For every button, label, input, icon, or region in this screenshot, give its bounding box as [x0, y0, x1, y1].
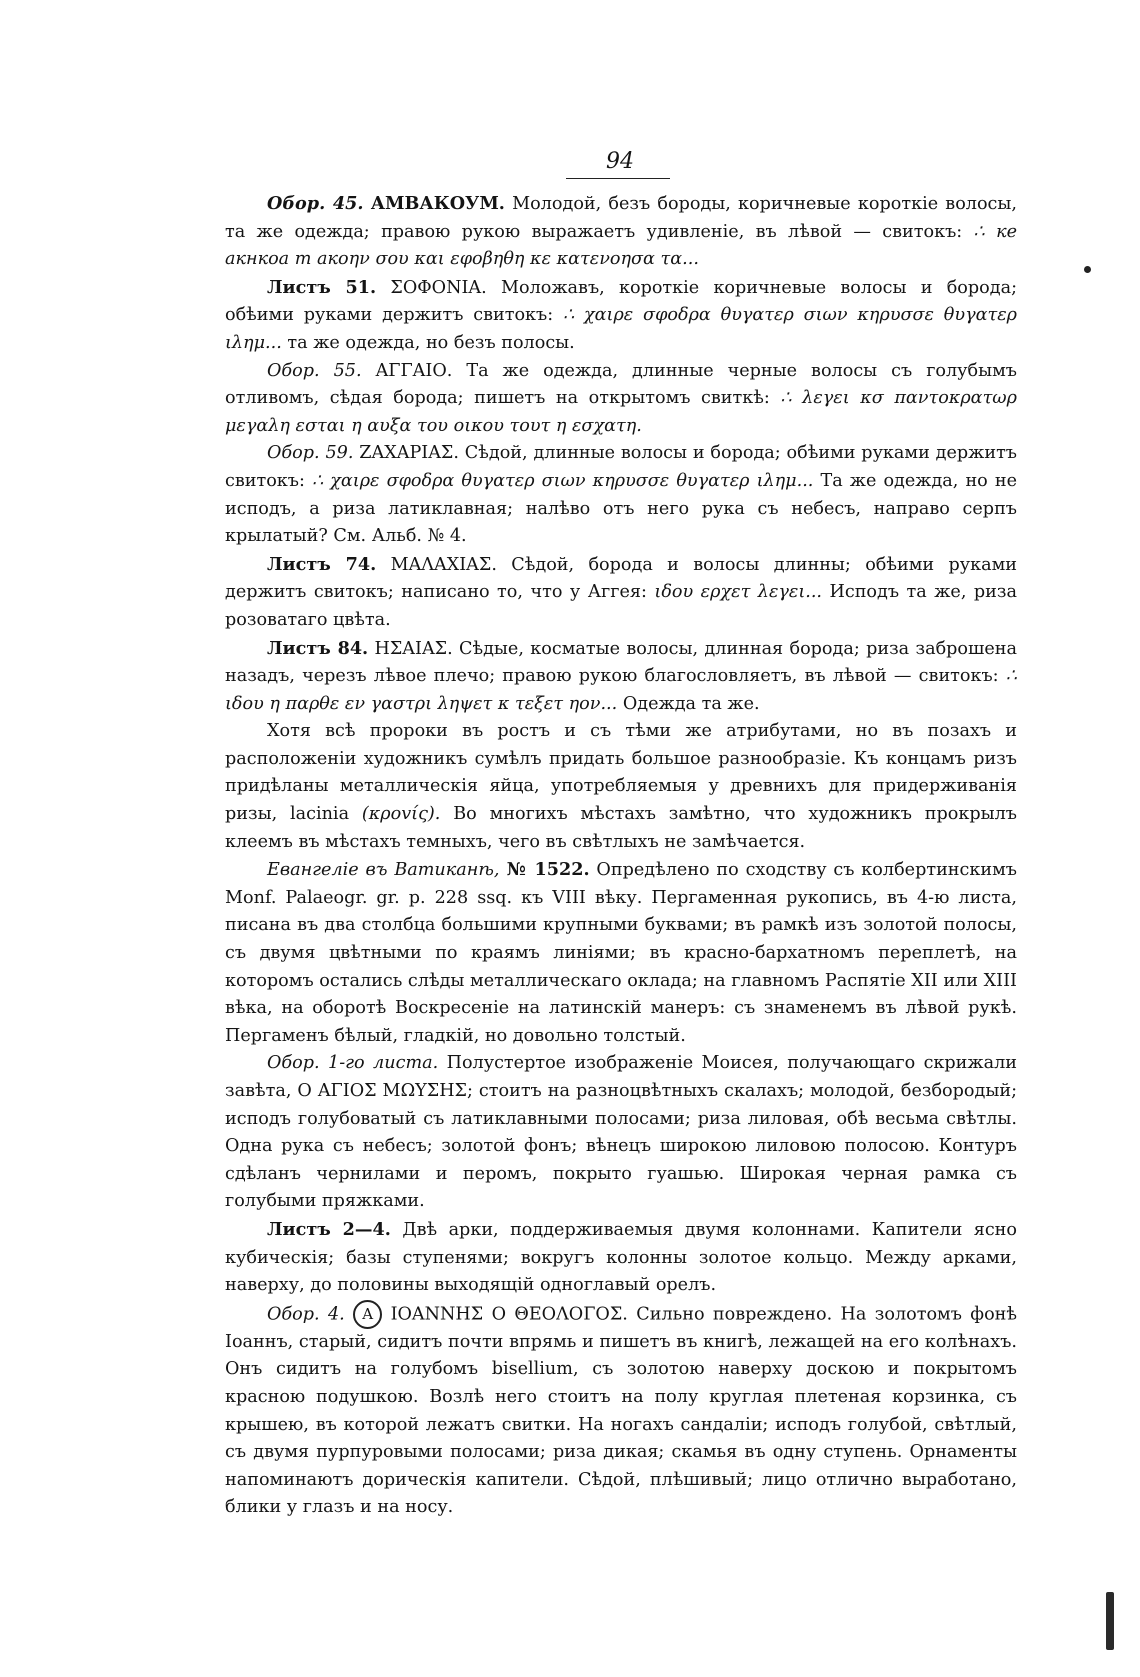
text-body — [225, 190, 1017, 1522]
circled-letter: A — [353, 1300, 382, 1329]
greek-inscription: ∴ ке акнкоа т акоην σου και εφοβηθη κε κατενοησα τα... — [225, 221, 1017, 270]
margin-mark — [1106, 1592, 1114, 1650]
paragraph-text: Сѣдой, борода и волосы длинны; обѣими руками держитъ свитокъ; написано то, что у Аггея: — [225, 554, 1017, 603]
paragraph-obor-55 — [225, 358, 1017, 441]
paragraph-obor-59 — [225, 440, 1017, 550]
entry-label: Обор. 1-го листа. — [267, 1053, 439, 1074]
greek-inscription: ∴ χαιρε σφοδρα θυγατερ σιων κηρυσσε θυγατερ ιλημ... — [225, 305, 1017, 353]
paragraph-text: Двѣ арки, поддерживаемыя двумя колоннами. Капители ясно кубическія; базы ступенями; вокругъ колонны золотое кольцо. Между арками, наверху, до половины выходящій одноглавый орелъ. — [225, 1219, 1018, 1296]
greek-inscription: ∴ λεγει κσ παντοκρατωρ μεγαλη εσται η αυξα του οικου τουτ η εσχατη. — [225, 388, 1017, 436]
greek-inscription: ∴ χαιρε σφοδρα θυγατερ σιων κηρυσσε θυγατερ ιλημ... — [312, 470, 814, 491]
page-number: 94 — [606, 149, 634, 174]
paragraph-text: Одежда та же. — [617, 693, 760, 714]
paragraph-text: Сильно повреждено. На золотомъ фонѣ Іоаннъ, старый, сидитъ почти впрямь и пишетъ въ книгѣ, лежащей на его колѣнахъ. Онъ сидитъ на голубомъ bisellium, съ золотою наверху доскою и покрытомъ красною подушкою. Возлѣ него стоитъ на полу круглая плетеная корзинка, съ крышею, въ которой лежатъ свитки. На ногахъ сандаліи; исподъ голубой, свѣтлый, съ двумя пурпуровыми полосами; риза дикая; скамья въ одну ступень. Орнаменты напоминаютъ дорическія капители. Сѣдой, плѣшивый; лицо отлично выработано, блики у глазъ и на носу. — [225, 1304, 1017, 1518]
entry-label: Листъ 51. — [267, 276, 377, 298]
figure-name: АМВАКОУМ. — [370, 193, 505, 214]
figure-name: ΑΓΓΑΙΟ. — [375, 360, 453, 381]
figure-name: ΖΑΧΑΡΙΑΣ. — [359, 443, 459, 464]
paragraph-obor-1 — [225, 1050, 1017, 1216]
paragraph-text: Та же одежда, длинные черные волосы съ голубымъ отливомъ, сѣдая борода; пишетъ на открытомъ свиткѣ: — [225, 360, 1018, 409]
paragraph-list-84 — [225, 635, 1017, 719]
paragraph-list-51 — [225, 274, 1017, 358]
paragraph-text: Молодой, безъ бороды, коричневые короткіе волосы, та же одежда; правою рукою выражаетъ удивленіе, въ лѣвой — свитокъ: — [225, 194, 1018, 242]
paragraph-text: Во многихъ мѣстахъ замѣтно, что художникъ прокрылъ клеемъ въ мѣстахъ темныхъ, чего въ свѣтлыхъ не замѣчается. — [225, 804, 1017, 852]
paragraph-obor-4 — [225, 1300, 1017, 1522]
figure-name: ΣΟΦΟΝΙΑ. — [390, 277, 487, 298]
paragraph-text: та же одежда, но безъ полосы. — [281, 332, 575, 353]
figure-name: ΗΣΑΙΑΣ. — [374, 638, 453, 659]
greek-term: (κροvίς). — [361, 804, 441, 825]
paragraph-text: Та же одежда, но не исподъ, а риза латиклавная; налѣво отъ него рука съ небесъ, направо серпъ крылатый? См. Альб. № 4. — [225, 470, 1017, 547]
paragraph-gospel-vatican — [225, 856, 1017, 1050]
paragraph-list-2-4 — [225, 1216, 1017, 1300]
paragraph-text: Хотя всѣ пророки въ ростъ и съ тѣми же атрибутами, но въ позахъ и расположеніи художникъ сумѣлъ придать большое разнообразіе. Къ концамъ ризъ придѣланы металлическія яйца, употребляемыя у древнихъ для придерживанія ризы, lacinia — [225, 721, 1017, 825]
paragraph-obor-45 — [225, 190, 1017, 274]
margin-dot — [1084, 266, 1091, 273]
paragraph-text: Полустертое изображеніе Моисея, получающаго скрижали завѣта, Ο ΑΓΙΟΣ ΜΩΥΣΗΣ; стоитъ на разноцвѣтныхъ скалахъ; молодой, безбородый; исподъ голубоватый съ латиклавными полосами; риза лиловая, обѣ весьма свѣтлы. Одна рука съ небесъ; золотой фонъ; вѣнецъ широкою лиловою полосою. Контуръ сдѣланъ чернилами и перомъ, покрыто гуашью. Широкая черная рамка съ голубыми пряжками. — [225, 1053, 1017, 1212]
manuscript-number: № 1522. — [499, 859, 590, 881]
entry-label: Листъ 84. — [267, 637, 369, 659]
paragraph-list-74 — [225, 551, 1017, 635]
entry-label: Листъ 74. — [267, 553, 377, 575]
paragraph-text: Опредѣлено по сходству съ колбертинскимъ Monf. Palaeogr. gr. p. 228 ssq. къ VIII вѣку. Пергаменная рукопись, въ 4-ю листа, писана въ два столбца большими крупными буквами; въ рамкѣ изъ золотой полосы, съ двумя цвѣтными по краямъ линіями; въ красно-бархатномъ переплетѣ, на которомъ остались слѣды металлическаго оклада; на главномъ Распятіе XII или XIII вѣка, на оборотѣ Воскресеніе на латинскій манеръ: съ знаменемъ въ лѣвой рукѣ. Пергаменъ бѣлый, гладкій, но довольно толстый. — [225, 860, 1017, 1046]
entry-label: Обор. 4. — [267, 1304, 345, 1325]
paragraph-commentary — [225, 718, 1017, 856]
entry-label: Обор. 45. — [267, 193, 364, 214]
greek-inscription: ∴ ιδου η παρθε εν γαστρι ληψετ κ τεξετ ηον... — [225, 666, 1017, 714]
manuscript-title: Евангеліе въ Ватиканѣ, — [267, 860, 500, 881]
paragraph-text: Моложавъ, короткіе коричневые волосы и борода; обѣими руками держитъ свитокъ: — [225, 277, 1017, 326]
paragraph-text: Сѣдые, косматые волосы, длинная борода; риза заброшена назадъ, черезъ лѣвое плечо; правою рукою благословляетъ, въ лѣвой — свитокъ: — [225, 638, 1018, 687]
figure-name: ΜΑΛΑΧΙΑΣ. — [390, 554, 497, 575]
entry-label: Обор. 59. — [267, 443, 354, 464]
figure-name: ΙΟΑΝΝΗΣ Ο ΘΕΟΛΟΓΟΣ. — [390, 1304, 628, 1325]
page-number-rule — [566, 178, 670, 179]
entry-label: Обор. 55. — [267, 360, 362, 381]
greek-inscription: ιδου ερχετ λεγει... — [654, 582, 823, 603]
entry-label: Листъ 2—4. — [267, 1218, 391, 1240]
paragraph-text: Исподъ та же, риза розоватаго цвѣта. — [225, 582, 1017, 630]
paragraph-text: Сѣдой, длинные волосы и борода; обѣими руками держитъ свитокъ: — [225, 443, 1018, 491]
